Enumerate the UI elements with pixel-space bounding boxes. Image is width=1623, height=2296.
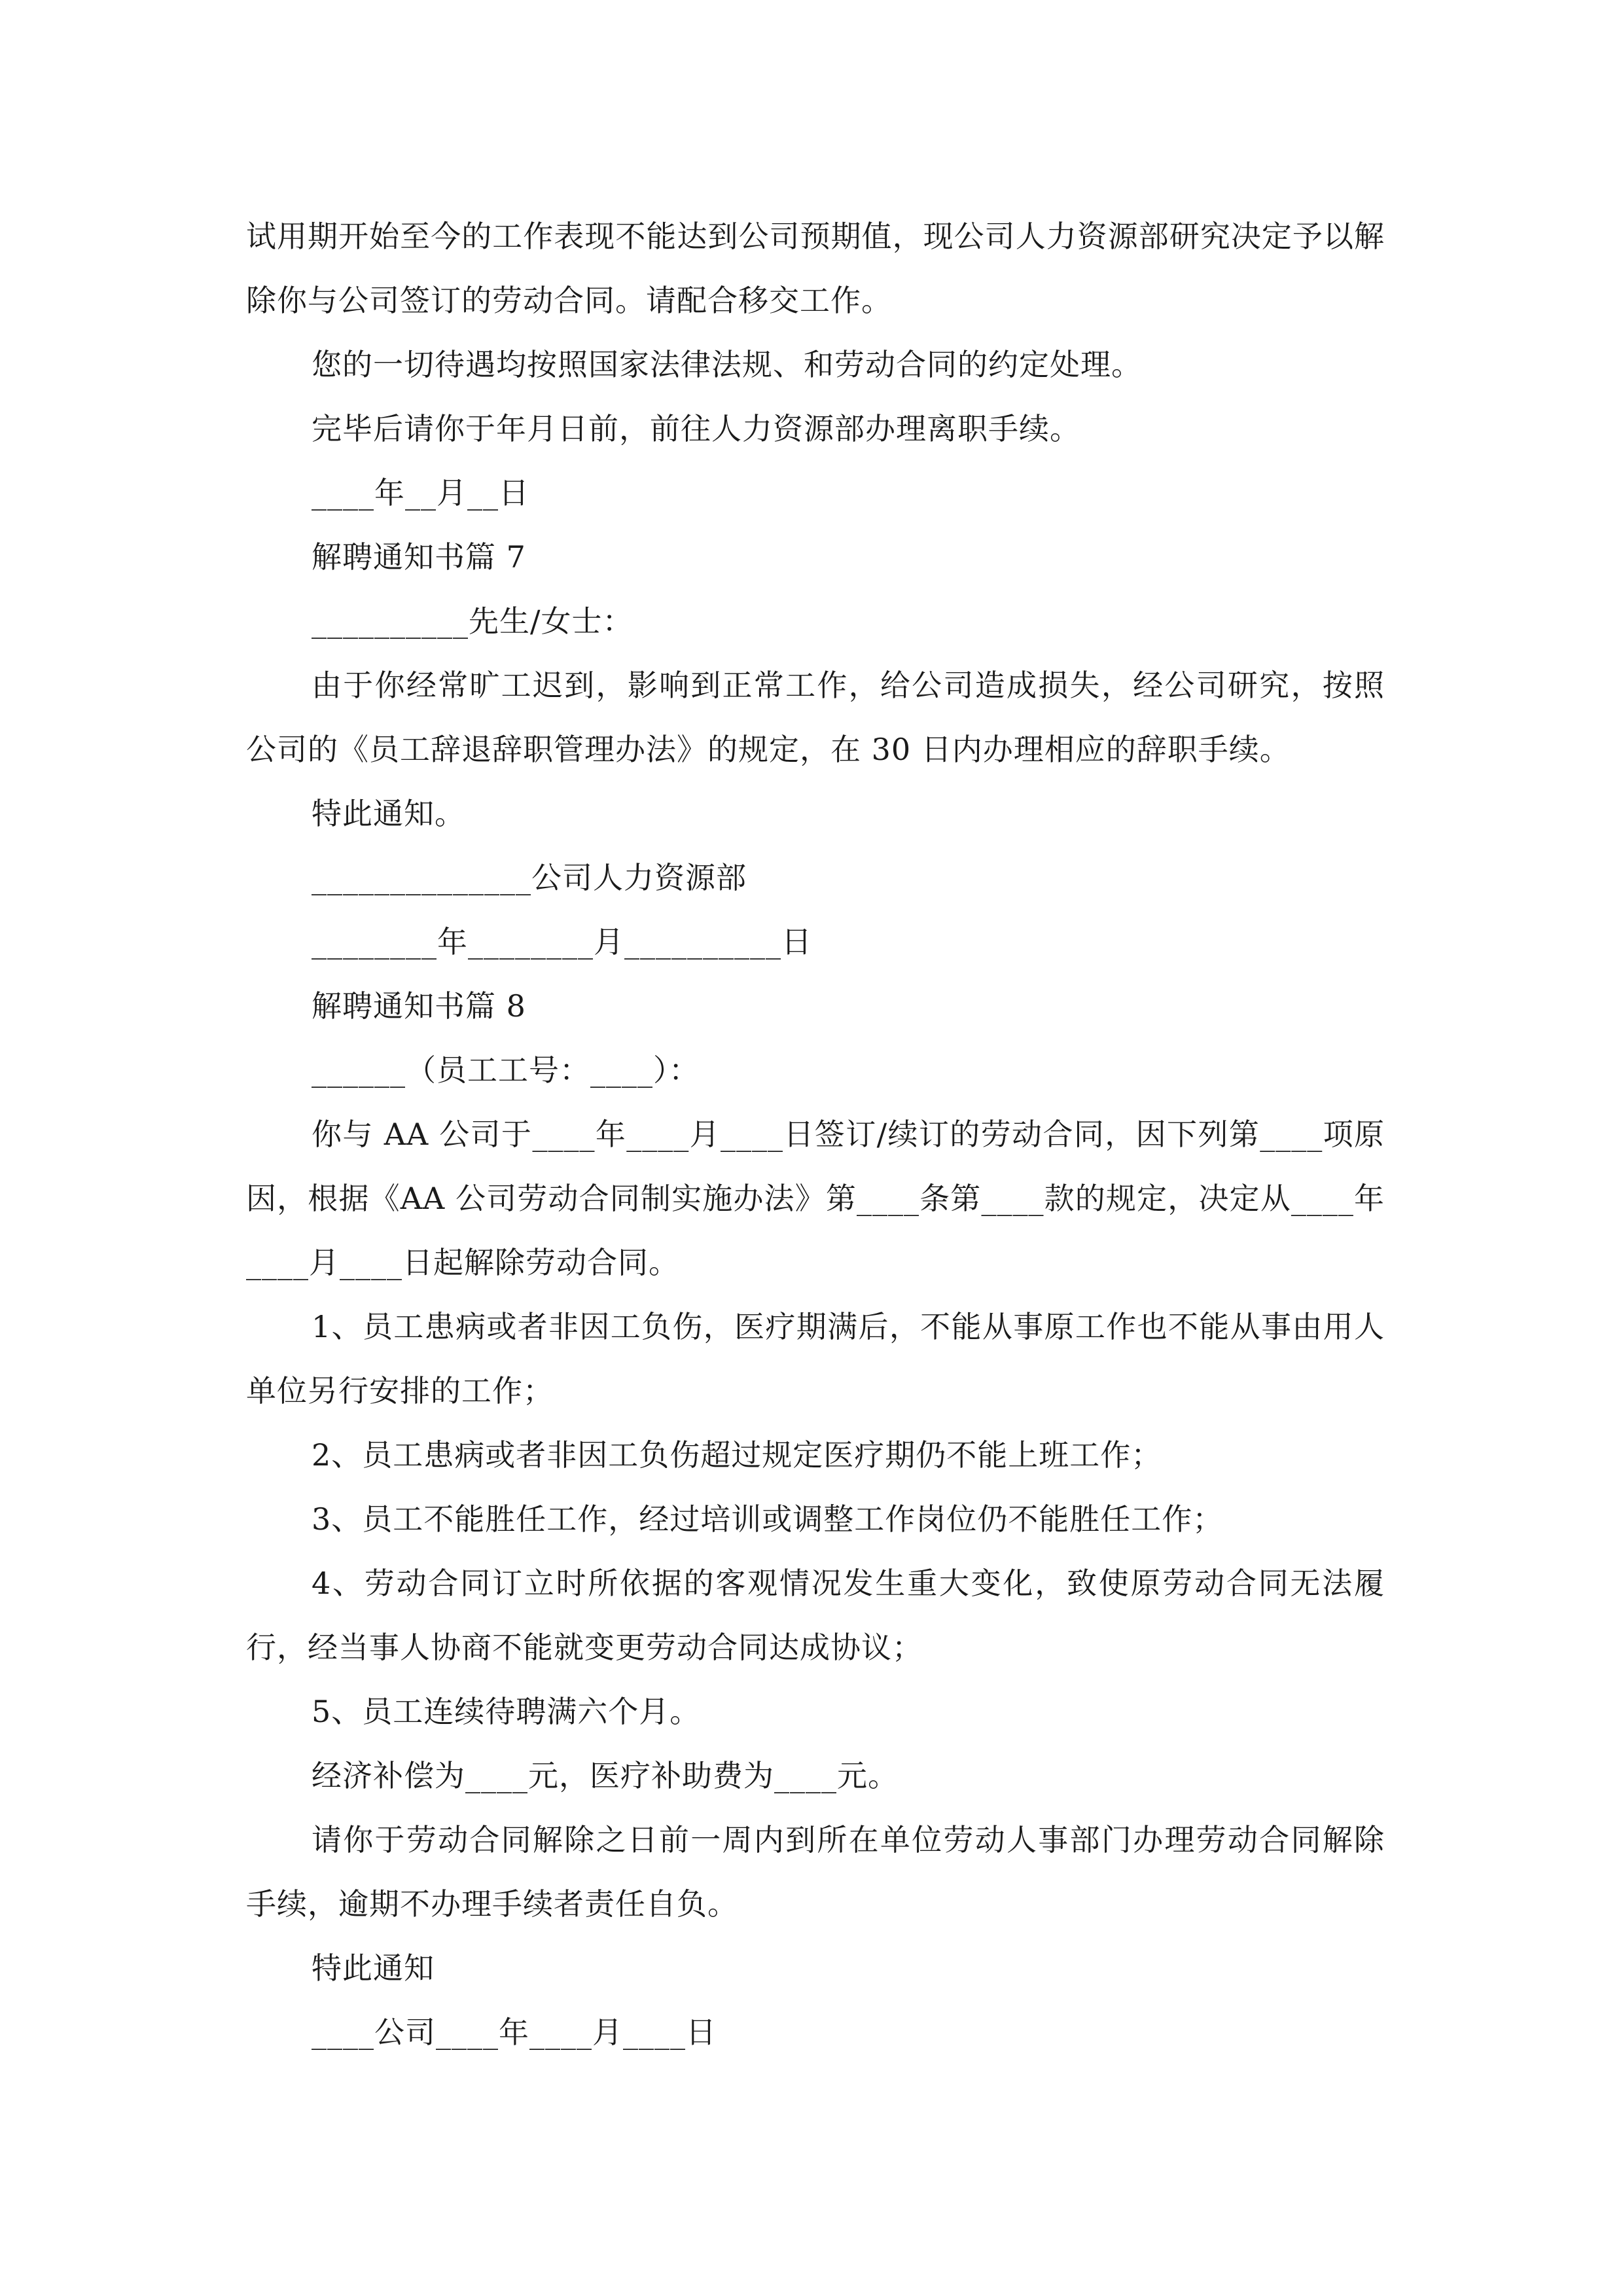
paragraph-trial-period: 试用期开始至今的工作表现不能达到公司预期值，现公司人力资源部研究决定予以解除你与公司签订的劳动合同。请配合移交工作。 bbox=[246, 219, 1385, 318]
paragraph-resignation-procedure: 完毕后请你于年月日前，前往人力资源部办理离职手续。 bbox=[312, 411, 1080, 446]
document-body bbox=[246, 204, 1385, 2064]
signature-company-date: ____公司____年____月____日 bbox=[312, 2015, 717, 2050]
section-heading-8: 解聘通知书篇 8 bbox=[312, 988, 526, 1024]
paragraph-contract-termination: 你与 AA 公司于____年____月____日签订/续订的劳动合同，因下列第____项原因，根据《AA 公司劳动合同制实施办法》第____条第____款的规定，决定从____年____月____日起解除劳动合同。 bbox=[246, 1117, 1385, 1280]
salutation-7: __________先生/女士： bbox=[312, 603, 633, 639]
paragraph-absence-reason: 由于你经常旷工迟到，影响到正常工作，给公司造成损失，经公司研究，按照公司的《员工辞退辞职管理办法》的规定，在 30 日内办理相应的辞职手续。 bbox=[246, 668, 1385, 767]
list-item-3: 3、员工不能胜任工作，经过培训或调整工作岗位仍不能胜任工作； bbox=[312, 1501, 1224, 1537]
list-item-5: 5、员工连续待聘满六个月。 bbox=[312, 1694, 701, 1729]
paragraph-termination-procedure: 请你于劳动合同解除之日前一周内到所在单位劳动人事部门办理劳动合同解除手续，逾期不办理手续者责任自负。 bbox=[246, 1822, 1385, 1922]
list-item-4: 4、劳动合同订立时所依据的客观情况发生重大变化，致使原劳动合同无法履行，经当事人协商不能就变更劳动合同达成协议； bbox=[246, 1566, 1385, 1665]
signature-hr-department: ______________公司人力资源部 bbox=[312, 860, 747, 895]
salutation-8: ______（员工工号：____）： bbox=[312, 1052, 700, 1088]
section-heading-7: 解聘通知书篇 7 bbox=[312, 539, 526, 575]
list-item-1: 1、员工患病或者非因工负伤，医疗期满后，不能从事原工作也不能从事由用人单位另行安排的工作； bbox=[246, 1309, 1385, 1408]
paragraph-benefits: 您的一切待遇均按照国家法律法规、和劳动合同的约定处理。 bbox=[312, 347, 1142, 382]
date-line-2: ________年________月__________日 bbox=[312, 924, 812, 960]
notice-closing-7: 特此通知。 bbox=[312, 796, 465, 831]
list-item-2: 2、员工患病或者非因工负伤超过规定医疗期仍不能上班工作； bbox=[312, 1437, 1162, 1473]
paragraph-compensation: 经济补偿为____元，医疗补助费为____元。 bbox=[312, 1758, 899, 1793]
notice-closing-8: 特此通知 bbox=[312, 1950, 435, 1986]
date-line-1: ____年__月__日 bbox=[312, 475, 529, 511]
